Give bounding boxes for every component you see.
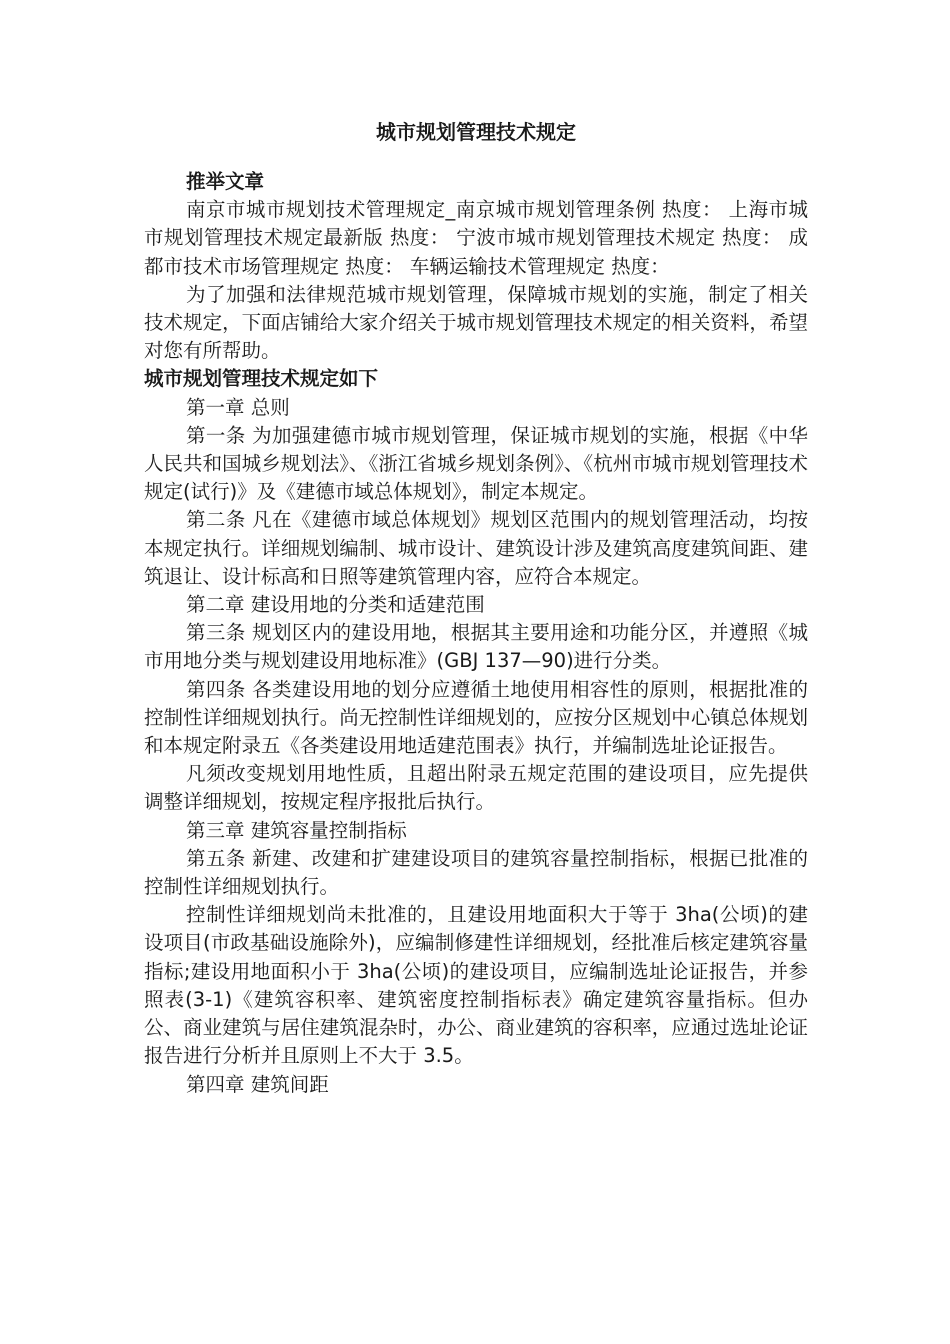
section-heading: 城市规划管理技术规定如下 [144, 367, 379, 391]
article-paragraph: 第五条 新建、改建和扩建建设项目的建筑容量控制指标，根据已批准的控制性详细规划执行。 [144, 846, 808, 899]
article-paragraph: 控制性详细规划尚未批准的，且建设用地面积大于等于 3ha(公顷)的建设项目(市政基础设施除外)，应编制修建性详细规划，经批准后核定建筑容量指标;建设用地面积小于 3ha(公顷)的建设项目，应编制选址论证报告，并参照表(3-1)《建筑容积率、建筑密度控制指标表》确定建筑容量指标。但办公、商业建筑与居住建筑混杂时，办公、商业建筑的容积率，应通过选址论证报告进行分析并且原则上不大于 3.5。 [144, 903, 808, 1068]
article-paragraph: 凡须改变规划用地性质，且超出附录五规定范围的建设项目，应先提供调整详细规划，按规定程序报批后执行。 [144, 762, 808, 814]
chapter-heading: 第三章 建筑容量控制指标 [186, 818, 407, 842]
article-paragraph: 第四条 各类建设用地的划分应遵循土地使用相容性的原则，根据批准的控制性详细规划执行。尚无控制性详细规划的，应按分区规划中心镇总体规划和本规定附录五《各类建设用地适建范围表》执行，并编制选址论证报告。 [144, 677, 808, 758]
article-paragraph: 第三条 规划区内的建设用地，根据其主要用途和功能分区，并遵照《城市用地分类与规划建设用地标准》(GBJ 137—90)进行分类。 [144, 621, 808, 673]
recommend-heading: 推举文章 [186, 170, 265, 193]
chapter-heading: 第二章 建设用地的分类和适建范围 [186, 593, 485, 617]
article-paragraph: 第一条 为加强建德市城市规划管理，保证城市规划的实施，根据《中华人民共和国城乡规划法》、《浙江省城乡规划条例》、《杭州市城市规划管理技术规定(试行)》及《建德市域总体规划》，制定本规定。 [144, 423, 808, 504]
chapter-heading: 第四章 建筑间距 [186, 1072, 329, 1096]
document-page [144, 118, 808, 1099]
document-title: 城市规划管理技术规定 [376, 120, 576, 144]
recommend-links: 南京市城市规划技术管理规定_南京城市规划管理条例 热度： 上海市城市规划管理技术规定最新版 热度： 宁波市城市规划管理技术规定 热度： 成都市技术市场管理规定 热度： 车辆运输技术管理规定 热度： [144, 198, 808, 278]
intro-paragraph: 为了加强和法律规范城市规划管理，保障城市规划的实施，制定了相关技术规定，下面店铺给大家介绍关于城市规划管理技术规定的相关资料，希望对您有所帮助。 [144, 282, 808, 363]
chapter-heading: 第一章 总则 [186, 395, 290, 419]
article-paragraph: 第二条 凡在《建德市域总体规划》规划区范围内的规划管理活动，均按本规定执行。详细规划编制、城市设计、建筑设计涉及建筑高度建筑间距、建筑退让、设计标高和日照等建筑管理内容，应符合本规定。 [144, 508, 808, 588]
